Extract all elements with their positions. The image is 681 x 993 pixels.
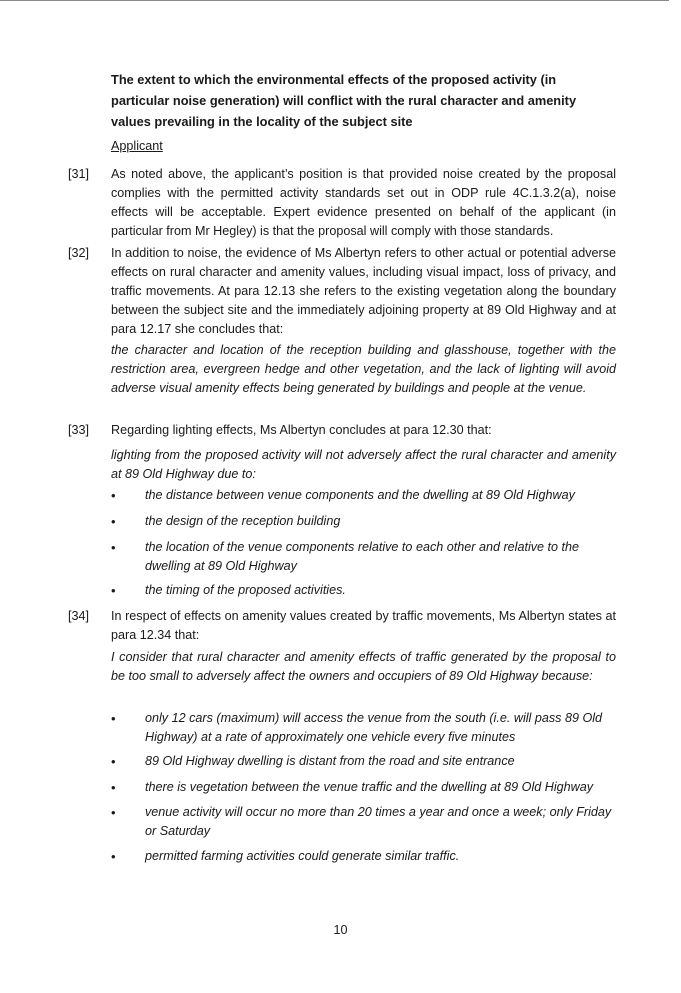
top-border-line — [0, 0, 669, 1]
list-item — [111, 512, 616, 531]
paragraph-33 — [68, 421, 616, 440]
bullet-icon: • — [111, 583, 116, 598]
paragraph-text: As noted above, the applicant’s position is that provided noise created by the proposal complies with the permitted activity standards set out in ODP rule 4C.1.3.2(a), noise effects will be acceptable. Expert evidence presented on behalf of the applicant (in particular from Mr Hegley) is that the proposal will comply with those standards. — [111, 167, 616, 238]
list-item-text: the distance between venue components and the dwelling at 89 Old Highway — [145, 488, 575, 502]
quote-block: I consider that rural character and amenity effects of traffic generated by the proposal to be too small to adversely affect the owners and occupiers of 89 Old Highway because: — [111, 650, 616, 683]
list-item-text: the timing of the proposed activities. — [145, 583, 346, 597]
list-item-text: permitted farming activities could generate similar traffic. — [145, 849, 460, 863]
quote-block: the character and location of the reception building and glasshouse, together with the restriction area, evergreen hedge and other vegetation, and the lack of lighting will avoid adverse visual amenity effects being generated by buildings and people at the venue. — [111, 343, 616, 395]
bullet-icon: • — [111, 540, 116, 555]
list-item — [111, 486, 616, 505]
paragraph-31 — [68, 165, 616, 241]
bullet-icon: • — [111, 488, 116, 503]
paragraph-text: Regarding lighting effects, Ms Albertyn concludes at para 12.30 that: — [111, 423, 492, 437]
paragraph-34 — [68, 607, 616, 645]
quote-block: lighting from the proposed activity will not adversely affect the rural character and amenity at 89 Old Highway due to: — [111, 448, 616, 481]
list-item-text: only 12 cars (maximum) will access the venue from the south (i.e. will pass 89 Old Highway) at a rate of approximately one vehicle every five minutes — [145, 711, 603, 744]
bullet-icon: • — [111, 711, 116, 726]
page-number: 10 — [333, 923, 348, 937]
list-item — [111, 752, 616, 771]
bullet-icon: • — [111, 754, 116, 769]
list-item-text: 89 Old Highway dwelling is distant from the road and site entrance — [145, 754, 515, 768]
paragraph-text: In addition to noise, the evidence of Ms Albertyn refers to other actual or potential adverse effects on rural character and amenity values, including visual impact, loss of privacy, and traffic movements. At para 12.13 she refers to the existing vegetation along the boundary between the subject site and the immediately adjoining property at 89 Old Highway and at para 12.17 she concludes that: — [111, 246, 616, 336]
list-item — [111, 581, 616, 600]
paragraph-number: [34] — [68, 609, 90, 623]
list-item-text: there is vegetation between the venue traffic and the dwelling at 89 Old Highway — [145, 780, 594, 794]
list-item — [111, 847, 616, 866]
bullet-icon: • — [111, 805, 116, 820]
paragraph-number: [33] — [68, 423, 90, 437]
section-heading: The extent to which the environmental effects of the proposed activity (in particular noise generation) will conflict with the rural character and amenity values prevailing in the locality of the subject site — [111, 72, 577, 129]
list-item — [111, 778, 616, 797]
bullet-icon: • — [111, 849, 116, 864]
list-item-text: the location of the venue components relative to each other and relative to the dwelling at 89 Old Highway — [145, 540, 580, 573]
bullet-icon: • — [111, 780, 116, 795]
list-item — [111, 709, 616, 747]
paragraph-32 — [68, 244, 616, 339]
paragraph-text: In respect of effects on amenity values created by traffic movements, Ms Albertyn states at para 12.34 that: — [111, 609, 616, 642]
bullet-icon: • — [111, 514, 116, 529]
paragraph-number: [32] — [68, 246, 90, 260]
list-item-text: venue activity will occur no more than 20 times a year and once a week; only Friday or Saturday — [145, 805, 612, 838]
paragraph-number: [31] — [68, 167, 90, 181]
list-item — [111, 803, 616, 841]
subheading-applicant: Applicant — [111, 139, 163, 153]
list-item — [111, 538, 616, 576]
list-item-text: the design of the reception building — [145, 514, 341, 528]
